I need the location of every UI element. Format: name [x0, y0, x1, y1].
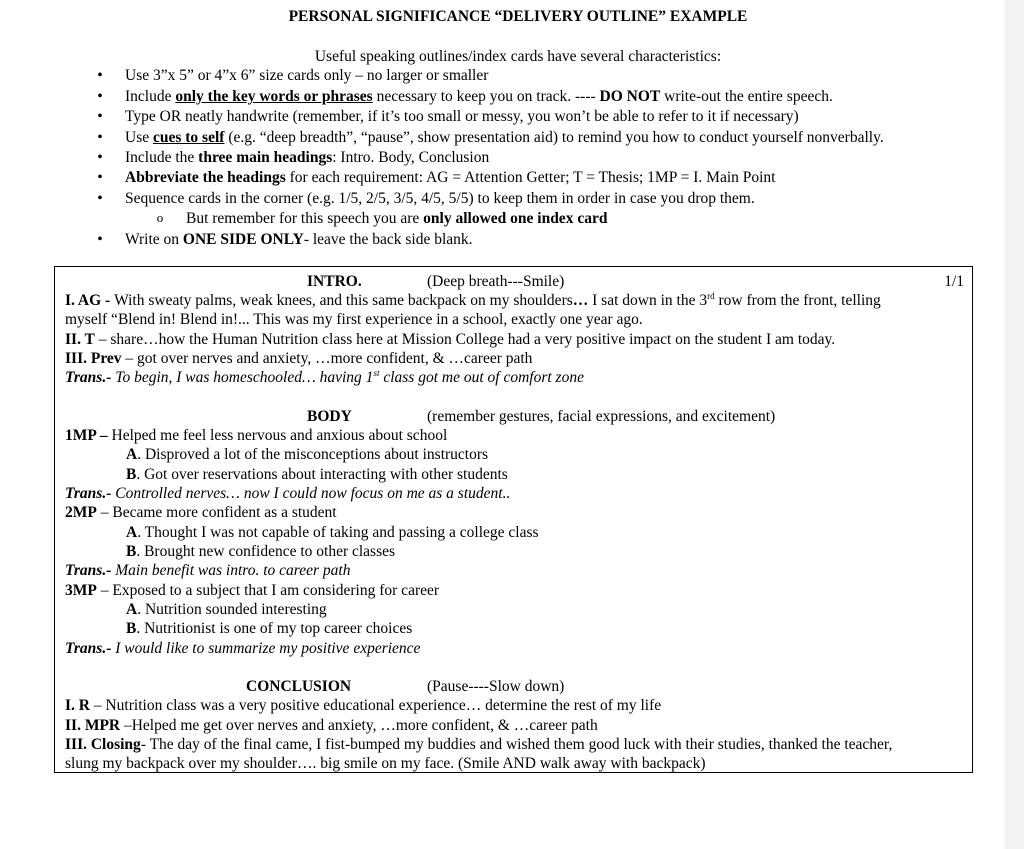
sub-point: A. Disproved a lot of the misconceptions about instructors — [126, 446, 489, 463]
transition: Trans.- Controlled nerves… now I could now focus on me as a student.. — [65, 485, 511, 502]
list-item-text: Use 3”x 5” or 4”x 6” size cards only – no larger or smaller — [125, 67, 489, 84]
sub-point: B. Nutritionist is one of my top career choices — [126, 620, 413, 637]
sub-point: B. Brought new confidence to other classes — [126, 543, 396, 560]
body-heading: BODY — [307, 408, 352, 425]
list-item-text: But remember for this speech you are only allowed one index card — [186, 210, 608, 227]
circle-bullet-icon: o — [156, 210, 164, 225]
list-item-text: Sequence cards in the corner (e.g. 1/5, 2/5, 3/5, 4/5, 5/5) to keep them in order in case you drop them. — [125, 190, 755, 207]
transition: Trans.- Main benefit was intro. to career path — [65, 562, 351, 579]
sub-point: A. Nutrition sounded interesting — [126, 601, 327, 618]
bullet-icon: • — [97, 88, 103, 105]
preview: III. Prev – got over nerves and anxiety, …more confident, & …career path — [65, 350, 533, 367]
main-point-1: 1MP – Helped me feel less nervous and anxious about school — [65, 427, 448, 444]
list-item-text: Abbreviate the headings for each requirement: AG = Attention Getter; T = Thesis; 1MP = I. Main Point — [125, 169, 776, 186]
bullet-icon: • — [97, 129, 103, 146]
bullet-icon: • — [97, 231, 103, 248]
main-point-review: II. MPR –Helped me get over nerves and anxiety, …more confident, & …career path — [65, 717, 598, 734]
bullet-icon: • — [97, 190, 103, 207]
closing-cont: slung my backpack over my shoulder…. big smile on my face. (Smile AND walk away with backpack) — [65, 755, 706, 772]
review: I. R – Nutrition class was a very positive educational experience… determine the rest of my life — [65, 697, 662, 714]
list-item-text: Write on ONE SIDE ONLY- leave the back side blank. — [125, 231, 473, 248]
closing: III. Closing- The day of the final came, I fist-bumped my buddies and wished them good luck with their studies, thanked the teacher, — [65, 736, 893, 753]
page-title: PERSONAL SIGNIFICANCE “DELIVERY OUTLINE” EXAMPLE — [288, 8, 748, 25]
bullet-icon: • — [97, 67, 103, 84]
conclusion-cue: (Pause----Slow down) — [427, 678, 565, 695]
attention-getter: I. AG - With sweaty palms, weak knees, and this same backpack on my shoulders… I sat down in the 3rd row from the front, telling — [65, 290, 881, 309]
bullet-icon: • — [97, 149, 103, 166]
index-card-outline — [54, 266, 973, 773]
card-sequence-number: 1/1 — [944, 273, 964, 290]
bullet-icon: • — [97, 169, 103, 186]
attention-getter-cont: myself “Blend in! Blend in!... This was my first experience in a school, exactly one year ago. — [65, 311, 643, 328]
list-item-text: Include the three main headings: Intro. Body, Conclusion — [125, 149, 490, 166]
intro-transition: Trans.- To begin, I was homeschooled… having 1st class got me out of comfort zone — [65, 367, 584, 386]
sub-point: B. Got over reservations about interacting with other students — [126, 466, 508, 483]
conclusion-heading: CONCLUSION — [246, 678, 352, 695]
outline-intro-line: Useful speaking outlines/index cards have several characteristics: — [314, 48, 722, 65]
intro-heading: INTRO. — [307, 273, 362, 290]
list-item-text: Include only the key words or phrases necessary to keep you on track. ---- DO NOT write-out the entire speech. — [125, 88, 833, 105]
sub-point: A. Thought I was not capable of taking and passing a college class — [126, 524, 539, 541]
list-item-text: Type OR neatly handwrite (remember, if it’s too small or messy, you won’t be able to refer to it if necessary) — [125, 108, 799, 125]
thesis: II. T – share…how the Human Nutrition class here at Mission College had a very positive impact on the student I am today. — [65, 331, 836, 348]
intro-cue: (Deep breath---Smile) — [427, 273, 565, 290]
transition: Trans.- I would like to summarize my positive experience — [65, 640, 421, 657]
body-cue: (remember gestures, facial expressions, and excitement) — [427, 408, 776, 425]
main-point-2: 2MP – Became more confident as a student — [65, 504, 337, 521]
main-point-3: 3MP – Exposed to a subject that I am considering for career — [65, 582, 440, 599]
list-item-text: Use cues to self (e.g. “deep breadth”, “pause”, show presentation aid) to remind you how to conduct yourself nonverbally. — [125, 129, 884, 146]
bullet-icon: • — [97, 108, 103, 125]
